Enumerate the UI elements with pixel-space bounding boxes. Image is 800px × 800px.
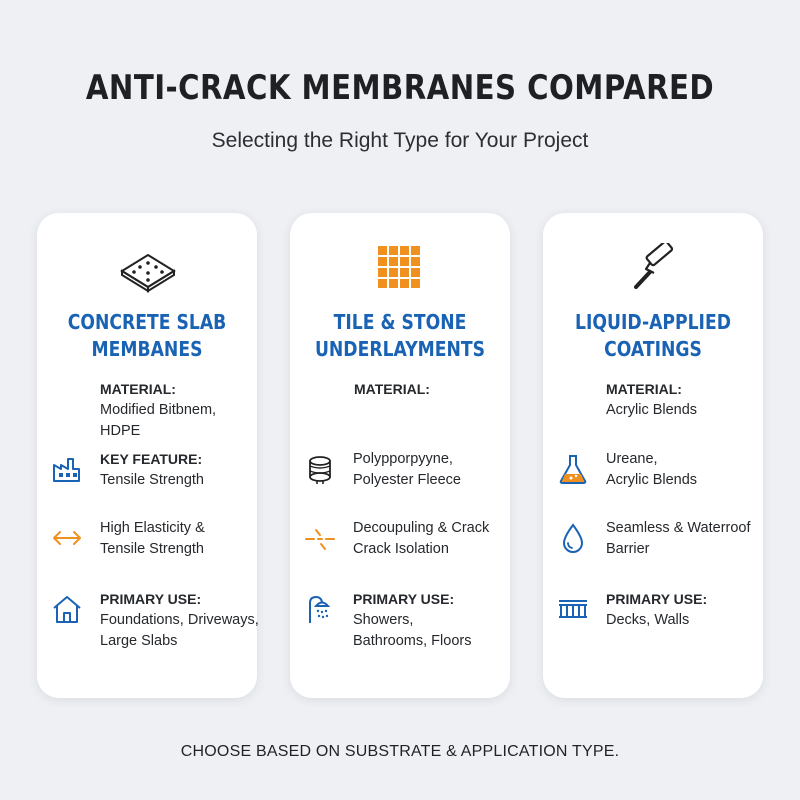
row-label: KEY FEATURE:: [100, 451, 203, 467]
footer-note: CHOOSE BASED ON SUBSTRATE & APPLICATION TYPE.: [180, 743, 620, 760]
row-value: Decoupuling & Crack: [353, 520, 490, 536]
tile-grid-icon: [290, 243, 510, 293]
row-value-2: Tensile Strength: [100, 541, 204, 557]
flask-icon: [557, 453, 589, 485]
row-value-2: Large Slabs: [100, 633, 178, 649]
row-value: Acrylic Blends: [606, 402, 698, 418]
row-value-2: Barrier: [606, 541, 650, 557]
row-value: Foundations, Driveways,: [100, 612, 259, 628]
card-tile-stone: [290, 213, 510, 698]
row-value-2: Polyester Fleece: [353, 472, 461, 488]
broken-line-icon: [304, 522, 336, 554]
row-label: PRIMARY USE:: [353, 591, 455, 607]
deck-icon: [557, 593, 589, 625]
paint-roller-icon: [543, 243, 763, 293]
row-label: PRIMARY USE:: [606, 591, 708, 607]
row-value-2: Crack Isolation: [353, 541, 449, 557]
slab-icon: [37, 243, 257, 293]
card-title: TILE & STONE UNDERLAYMENTS: [314, 310, 486, 361]
card-title: LIQUID-APPLIED COATINGS: [574, 310, 731, 361]
row-label: MATERIAL:: [606, 381, 682, 397]
row-value: Seamless & Waterroof: [606, 520, 751, 536]
row-value: Ureane,: [606, 451, 658, 467]
water-drop-icon: [557, 522, 589, 554]
row-label: MATERIAL:: [354, 381, 430, 397]
card-concrete-slab: [37, 213, 257, 698]
house-icon: [51, 593, 83, 625]
row-value: Tensile Strength: [100, 472, 204, 488]
fabric-roll-icon: [304, 453, 336, 485]
row-value-2: Acrylic Blends: [606, 472, 698, 488]
row-value: Showers,: [353, 612, 414, 628]
row-label: PRIMARY USE:: [100, 591, 202, 607]
card-liquid-applied: [543, 213, 763, 698]
row-value: Polypporpyyne,: [353, 451, 453, 467]
factory-icon: [51, 453, 83, 485]
page-subtitle: Selecting the Right Type for Your Project: [211, 129, 589, 152]
page-title: ANTI-CRACK MEMBRANES COMPARED: [85, 68, 715, 108]
row-label: MATERIAL:: [100, 381, 176, 397]
row-value: Modified Bitbnem, HDPE: [100, 402, 217, 439]
double-arrow-icon: [51, 522, 83, 554]
row-value: High Elasticity &: [100, 520, 205, 536]
shower-icon: [304, 593, 336, 625]
row-value: Decks, Walls: [606, 612, 690, 628]
row-value-2: Bathrooms, Floors: [353, 633, 472, 649]
card-title: CONCRETE SLAB MEMBANES: [67, 310, 227, 361]
